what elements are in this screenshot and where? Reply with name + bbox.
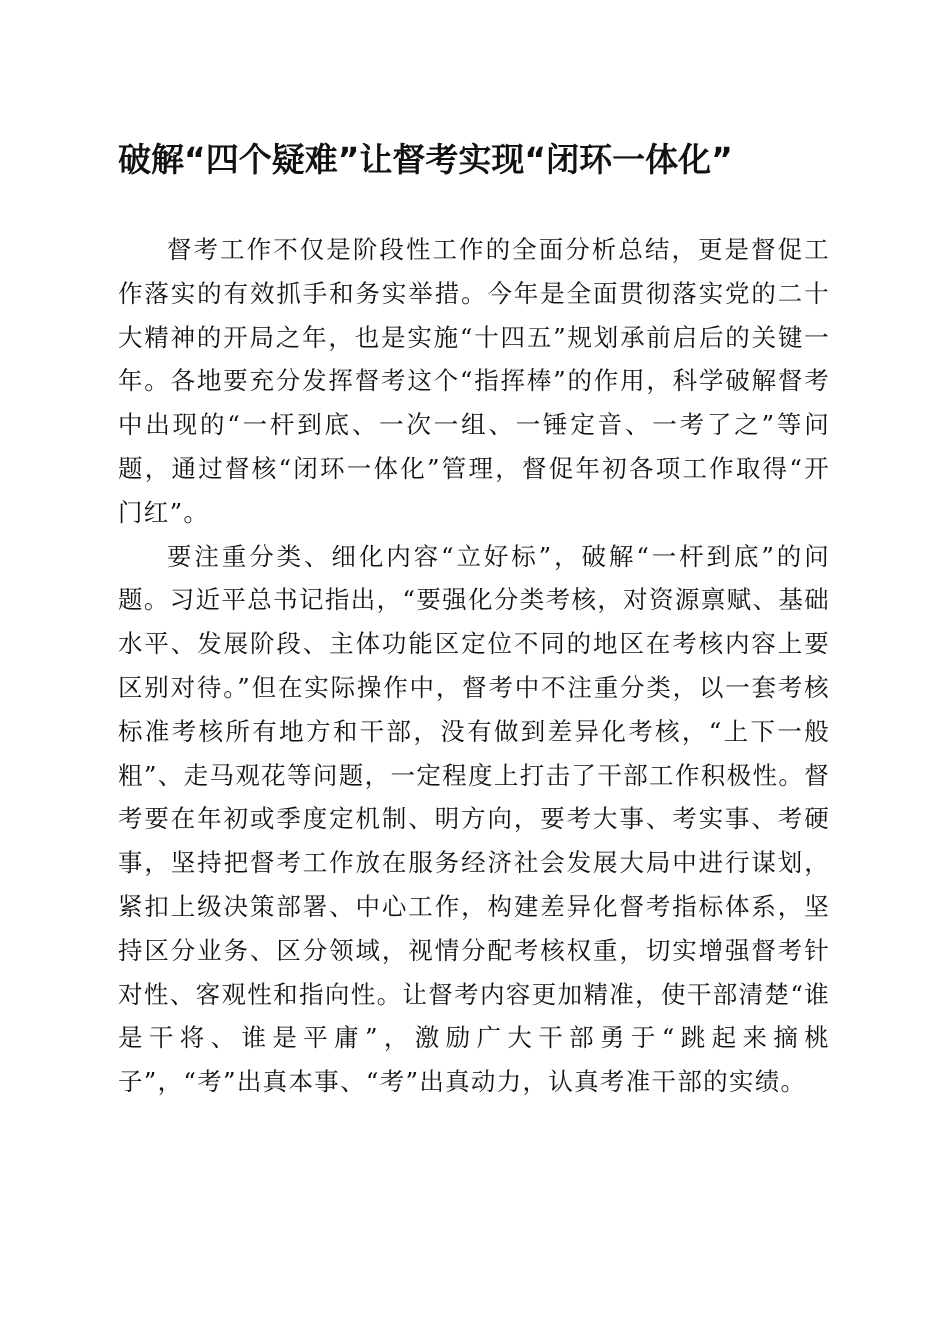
- paragraph-classification: 要注重分类、细化内容“立好标”，破解“一杆到底”的问题。习近平总书记指出，“要强化分类考核，对资源禀赋、基础水平、发展阶段、主体功能区定位不同的地区在考核内容上要区别对待。”但在实际操作中，督考中不注重分类，以一套考核标准考核所有地方和干部，没有做到差异化考核，“上下一般粗”、走马观花等问题，一定程度上打击了干部工作积极性。督考要在年初或季度定机制、明方向，要考大事、考实事、考硬事，坚持把督考工作放在服务经济社会发展大局中进行谋划，紧扣上级决策部署、中心工作，构建差异化督考指标体系，坚持区分业务、区分领域，视情分配考核权重，切实增强督考针对性、客观性和指向性。让督考内容更加精准，使干部清楚“谁是干将、谁是平庸”，激励广大干部勇于“跳起来摘桃子”，“考”出真本事、“考”出真动力，认真考准干部的实绩。: [118, 541, 831, 1097]
- paragraph-intro: 督考工作不仅是阶段性工作的全面分析总结，更是督促工作落实的有效抓手和务实举措。今年是全面贯彻落实党的二十大精神的开局之年，也是实施“十四五”规划承前启后的关键一年。各地要充分发挥督考这个“指挥棒”的作用，科学破解督考中出现的“一杆到底、一次一组、一锤定音、一考了之”等问题，通过督核“闭环一体化”管理，督促年初各项工作取得“开门红”。: [118, 235, 830, 527]
- document-title: 破解“四个疑难”让督考实现“闭环一体化”: [118, 140, 733, 179]
- document-body: [118, 228, 830, 1104]
